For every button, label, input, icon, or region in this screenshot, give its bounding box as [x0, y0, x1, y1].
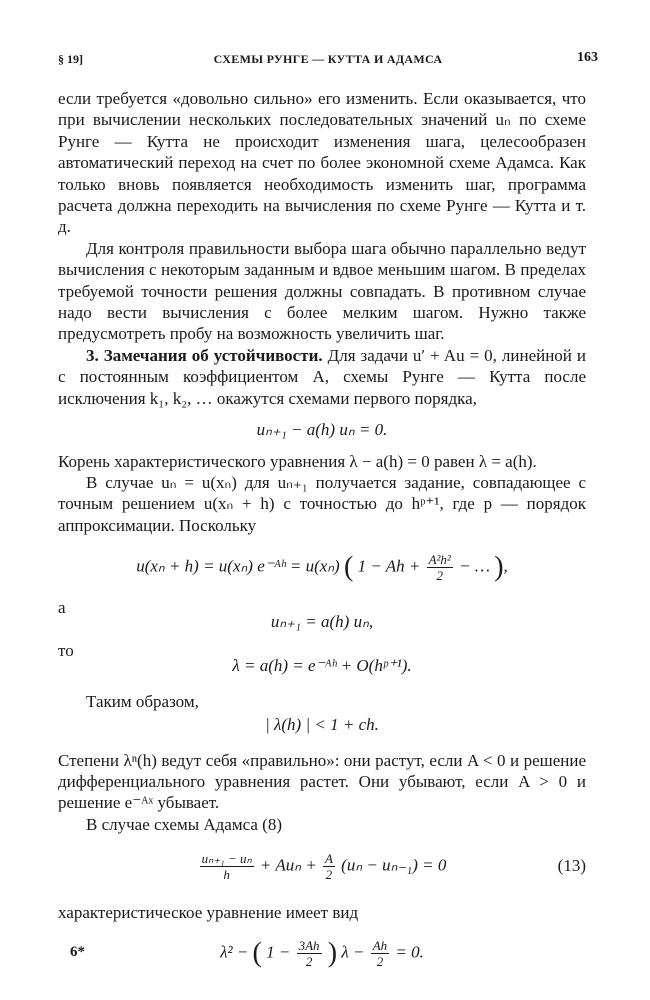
paragraph-6: Таким образом,: [86, 691, 199, 711]
equation-scheme: uₙ₊₁ − a(h) uₙ = 0.: [256, 420, 388, 440]
subsection-heading: 3. Замечания об устойчивости.: [86, 345, 323, 365]
paragraph-2: Для контроля правильности выбора шага обычно параллельно ведут вычисления с некоторым заданным и вдвое меньшим шагом. В пределах требуемой точности решения должны совпадать. В противном случае надо вести вычисления с более мелким шагом. Нужно также предусмотреть пробу на возможность увеличить шаг.: [58, 238, 586, 344]
left-paren: (: [343, 551, 354, 583]
fraction: $\frac{Ah}{2}$: [372, 937, 388, 969]
paragraph-3: [58, 345, 586, 409]
equation-lambda: λ = a(h) = e⁻ᴬʰ + O(hᵖ⁺¹).: [232, 656, 412, 676]
paragraph-3-text: Для задачи u′ + Au = 0, линейной и с постоянным коэффициентом A, схемы Рунге — Кутта после исключения k₁, k₂, … окажутся схемами первого порядка,: [58, 345, 587, 408]
page-number: 163: [577, 50, 598, 65]
equation-recurrence: uₙ₊₁ = a(h) uₙ,: [270, 611, 374, 631]
running-header: [58, 50, 598, 72]
word-to: то: [58, 640, 74, 660]
fraction: $\frac{\text{A²h²}}{2}$: [428, 552, 451, 584]
paragraph-1: если требуется «довольно сильно» его изменить. Если оказывается, что при вычислении нескольких последовательных значений uₙ по схеме Рунге — Кутта не происходит изменения шага, целесообразен автоматический переход на счет по более экономной схеме Адамса. Как только вновь появляется необходимость изменить шаг, программа расчета должна переходить на вычисления по схеме Рунге — Кутта и т. д.: [58, 89, 586, 237]
running-title: СХЕМЫ РУНГЕ — КУТТА И АДАМСА: [213, 52, 443, 66]
equation-characteristic: λ² − ( 1 − $\frac{3Ah}{2}$ ) λ − $\frac{Ah}{2}$ = 0.: [220, 937, 424, 969]
equation-number: (13): [557, 856, 586, 876]
paragraph-8: В случае схемы Адамса (8): [86, 814, 282, 834]
paragraph-5: В случае uₙ = u(xₙ) для uₙ₊₁ получается задание, совпадающее с точным решением u(xₙ + h) с точностью до hᵖ⁺¹, где p — порядок аппроксимации. Поскольку: [58, 472, 586, 535]
paragraph-9: характеристическое уравнение имеет вид: [58, 903, 359, 923]
fraction: $\frac{A}{2}$: [324, 851, 333, 883]
right-paren: ): [494, 551, 504, 583]
fraction: $\frac{3Ah}{2}$: [298, 937, 320, 969]
equation-bound: | λ(h) | < 1 + ch.: [265, 715, 379, 735]
page-body: [58, 88, 586, 969]
equation-expansion: u(xₙ + h) = u(xₙ) e⁻ᴬʰ = u(xₙ) ( 1 − Ah + $\frac{\text{A²h²}}{2}$ − … ),: [136, 551, 508, 584]
right-paren: ): [327, 937, 338, 968]
equation-adams: $\frac{\text{uₙ₊₁ − uₙ}}{h}$ + Auₙ + $\frac{A}{2}$ (uₙ − uₙ₋₁) = 0 (13): [201, 851, 586, 883]
paragraph-7: Степени λⁿ(h) ведут себя «правильно»: они растут, если A < 0 и решение дифференциального уравнения растет. Они убывают, если A > 0 и решение e⁻ᴬˣ убывает.: [58, 750, 586, 813]
section-marker: § 19]: [58, 52, 83, 66]
fraction: $\frac{\text{uₙ₊₁ − uₙ}}{h}$: [201, 851, 252, 883]
word-a: а: [58, 598, 66, 618]
left-paren: (: [252, 937, 262, 968]
paragraph-4: Корень характеристического уравнения λ − a(h) = 0 равен λ = a(h).: [58, 451, 537, 471]
signature-mark: 6*: [70, 944, 85, 960]
